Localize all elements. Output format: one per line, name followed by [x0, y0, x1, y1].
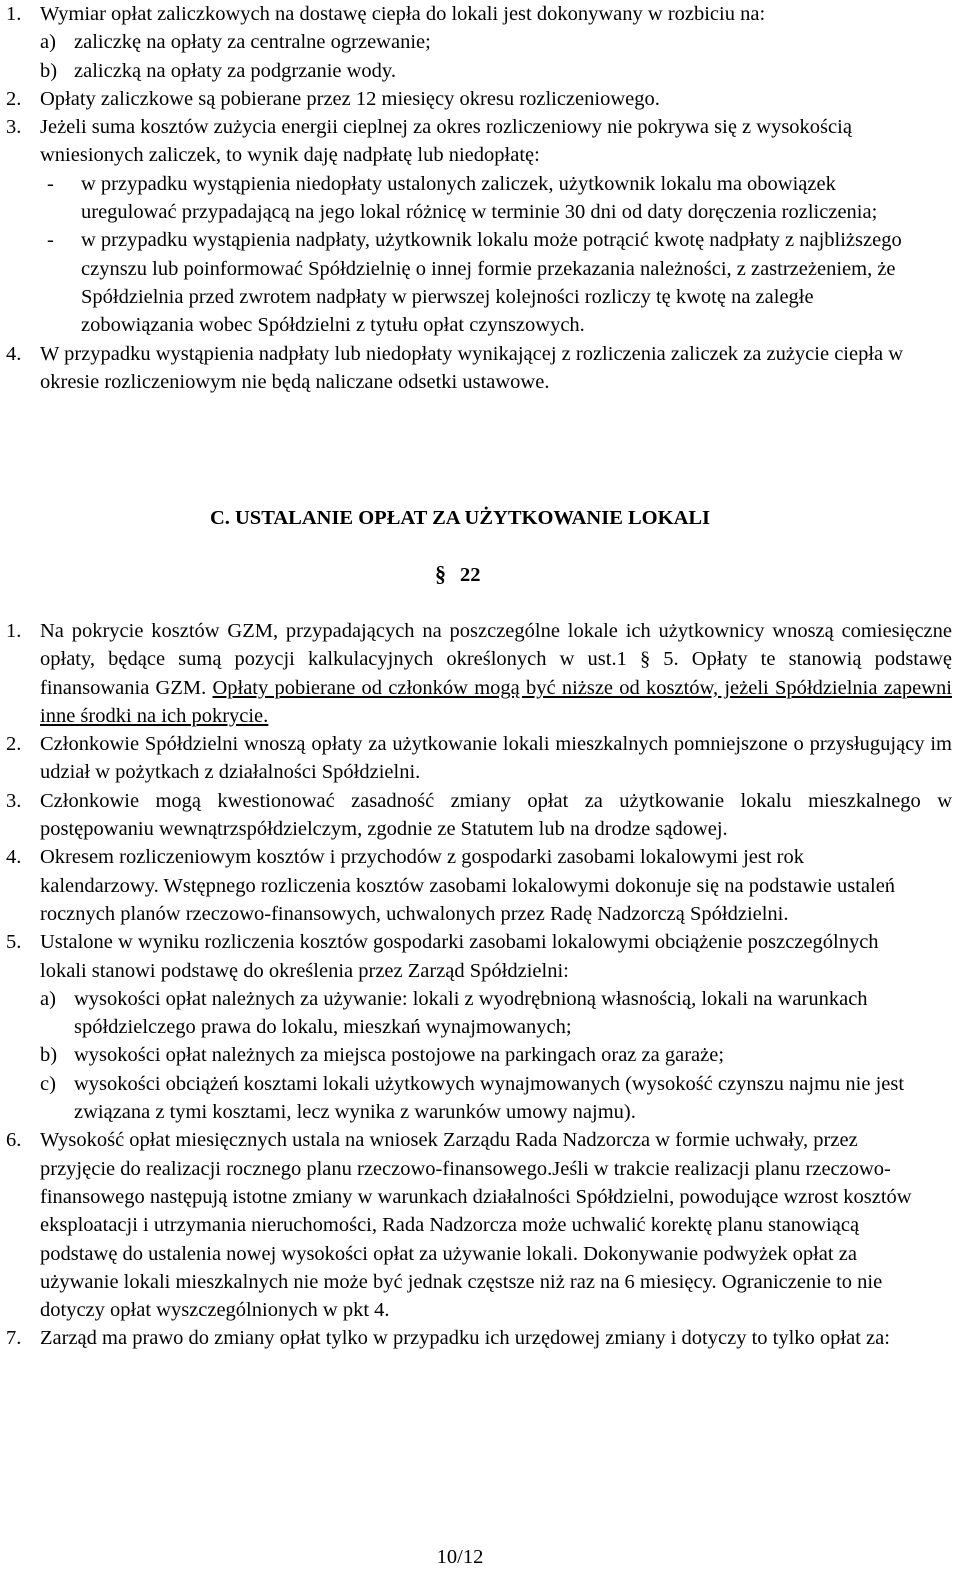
paragraph-marker: [435, 560, 481, 589]
item-text: Ustalone w wyniku rozliczenia kosztów gospodarki zasobami lokalowymi obciążenie poszczególnych lokali stanowi podstawę do określenia przez Zarząd Spółdzielni:: [40, 931, 879, 982]
list-item: [0, 730, 952, 787]
item-text: Członkowie mogą kwestionować zasadność zmiany opłat za użytkowanie lokalu mieszkalnego w postępowaniu wewnątrzspółdzielczym, zgodnie ze Statutem lub na drodze sądowej.: [40, 789, 952, 841]
item-number: 7.: [6, 1327, 22, 1350]
list-item: [0, 787, 952, 844]
item-number: 3.: [6, 789, 22, 812]
item-number: 3.: [6, 116, 22, 139]
item-text: Okresem rozliczeniowym kosztów i przychodów z gospodarki zasobami lokalowymi jest rok kalendarzowy. Wstępnego rozliczenia kosztów zasobami lokalowymi dokonuje się na podstawie ustaleń rocznych planów rzeczowo-finansowych, uchwalonych przez Radę Nadzorczą Spółdzielni.: [40, 846, 896, 925]
sub-item: [0, 57, 920, 85]
item-number: 5.: [6, 931, 22, 954]
sub-letter: a): [40, 987, 56, 1010]
main-list: [0, 617, 952, 1353]
page-number: 10/12: [436, 1546, 484, 1568]
item-text: Członkowie Spółdzielni wnoszą opłaty za użytkowanie lokali mieszkalnych pomniejszone o przysługujący im udział w pożytkach z działalności Spółdzielni.: [40, 733, 952, 784]
sub-text: wysokości opłat należnych za miejsca postojowe na parkingach oraz za garaże;: [74, 1044, 725, 1067]
list-item: [0, 340, 920, 397]
dash-item: [0, 226, 920, 339]
item-number: 2.: [6, 87, 22, 110]
item-number: 4.: [6, 846, 22, 869]
sub-text: wysokości obciążeń kosztami lokali użytkowych wynajmowanych (wysokość czynszu najmu nie jest związana z tymi kosztami, lecz wynika z warunków umowy najmu).: [74, 1072, 905, 1124]
sub-item: [0, 1070, 952, 1127]
dash-text: w przypadku wystąpienia niedopłaty ustalonych zaliczek, użytkownik lokalu ma obowiązek uregulować przypadającą na jego lokal różnicę w terminie 30 dni od daty doręczenia rozliczenia;: [81, 172, 878, 224]
sub-letter: a): [40, 31, 56, 54]
sub-item: [0, 1041, 952, 1069]
item-text: Na pokrycie kosztów GZM, przypadających na poszczególne lokale ich użytkownicy wnoszą comiesięczne opłaty, będące sumą pozycji kalkulacyjnych określonych w ust.1 § 5. Opłaty te stanowią podstawę finansowania GZM.: [40, 620, 952, 699]
sub-letter: c): [40, 1072, 56, 1095]
item-number: 1.: [6, 3, 22, 25]
list-item: [0, 843, 952, 928]
dash-text: w przypadku wystąpienia nadpłaty, użytkownik lokalu może potrącić kwotę nadpłaty z najbliższego czynszu lub poinformować Spółdzielnię o innej formie przekazania należności, z zastrzeżeniem, że Spółdzielnia przed zwrotem nadpłaty w pierwszej kolejności rozliczy tę kwotę na zaległe zobowiązania wobec Spółdzielni z tytułu opłat czynszowych.: [81, 229, 902, 337]
top-list: [0, 0, 920, 396]
sub-letter: b): [40, 59, 58, 82]
section-heading: C. USTALANIE OPŁAT ZA UŻYTKOWANIE LOKALI: [209, 507, 711, 529]
section-number: 22: [460, 564, 481, 586]
list-item: [0, 0, 920, 28]
sub-item: [0, 28, 920, 56]
item-text: W przypadku wystąpienia nadpłaty lub niedopłaty wynikającej z rozliczenia zaliczek za zużycie ciepła w okresie rozliczeniowym nie będą naliczane odsetki ustawowe.: [40, 342, 904, 393]
list-item: [0, 85, 920, 113]
dash-mark: -: [47, 172, 54, 195]
item-number: 4.: [6, 342, 22, 365]
item-text: Zarząd ma prawo do zmiany opłat tylko w przypadku ich urzędowej zmiany i dotyczy to tylko opłat za:: [40, 1327, 890, 1350]
dash-mark: -: [47, 229, 54, 252]
list-item: [0, 928, 952, 985]
sub-letter: b): [40, 1044, 58, 1067]
item-number: 6.: [6, 1129, 22, 1152]
sub-text: zaliczkę na opłaty za centralne ogrzewanie;: [74, 31, 431, 54]
list-item: [0, 617, 952, 730]
list-item: [0, 113, 920, 170]
item-number: 1.: [6, 620, 22, 642]
item-number: 2.: [6, 733, 22, 756]
list-item: [0, 1324, 952, 1352]
sub-text: wysokości opłat należnych za używanie: lokali z wyodrębnioną własnością, lokali na warunkach spółdzielczego prawa do lokalu, mieszkań wynajmowanych;: [74, 987, 868, 1039]
list-item: [0, 1126, 952, 1324]
section-symbol: §: [435, 561, 446, 586]
sub-text: zaliczką na opłaty za podgrzanie wody.: [74, 59, 396, 82]
item-text: Jeżeli suma kosztów zużycia energii cieplnej za okres rozliczeniowy nie pokrywa się z wysokością wniesionych zaliczek, to wynik daję nadpłatę lub niedopłatę:: [40, 116, 852, 167]
sub-item: [0, 985, 952, 1042]
item-text: Wymiar opłat zaliczkowych na dostawę ciepła do lokali jest dokonywany w rozbiciu na:: [40, 3, 766, 25]
dash-item: [0, 170, 920, 227]
underlined-text: Opłaty pobierane od członków mogą być niższe od kosztów, jeżeli Spółdzielnia zapewni inne środki na ich pokrycie.: [40, 676, 952, 727]
item-text: Wysokość opłat miesięcznych ustala na wniosek Zarządu Rada Nadzorcza w formie uchwały, przez przyjęcie do realizacji rocznego planu rzeczowo-finansowego.Jeśli w trakcie realizacji planu rzeczowo-finansowego następują istotne zmiany w warunkach działalności Spółdzielni, powodujące wzrost kosztów eksploatacji i utrzymania nieruchomości, Rada Nadzorcza może uchwalić korektę planu stanowiącą podstawę do ustalenia nowej wysokości opłat za używanie lokali. Dokonywanie podwyżek opłat za używanie lokali mieszkalnych nie może być jednak częstsze niż raz na 6 miesięcy. Ograniczenie to nie dotyczy opłat wyszczególnionych w pkt 4.: [40, 1129, 912, 1322]
item-text: Opłaty zaliczkowe są pobierane przez 12 miesięcy okresu rozliczeniowego.: [40, 87, 660, 110]
